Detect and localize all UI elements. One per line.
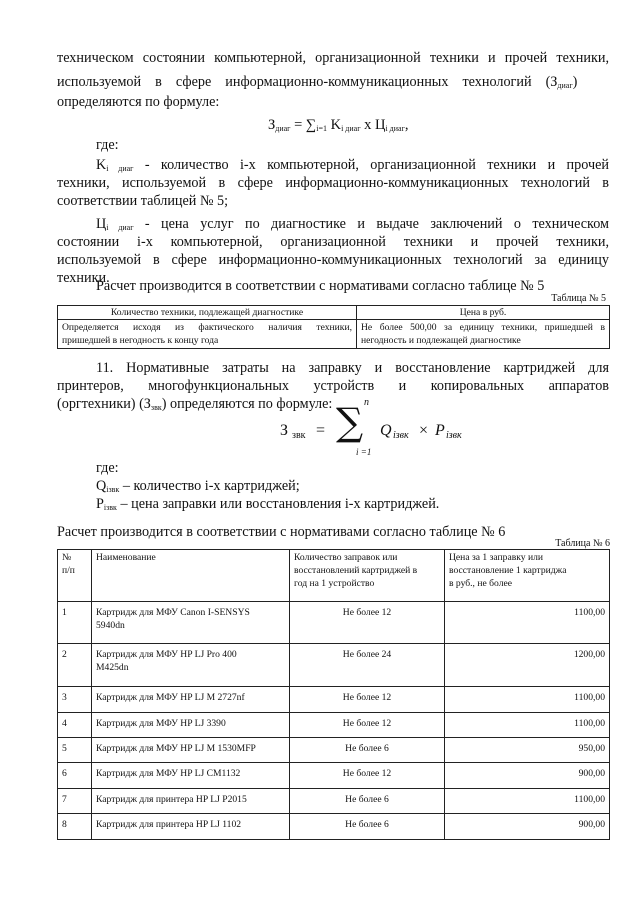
section-line: принтеров, многофункциональных устройств и копировальных аппаратов [57, 378, 609, 394]
table-row [58, 687, 610, 713]
cell-line: 5 [62, 743, 67, 754]
subscript: диаг [557, 81, 573, 90]
text-fragment: (оргтехники) (З [57, 396, 151, 412]
formula-symbol: З [280, 422, 289, 439]
sigma-symbol: ∑ [336, 400, 364, 444]
cell-line: 1200,00 [573, 649, 605, 660]
table-6 [57, 549, 610, 840]
table-cell [290, 602, 445, 644]
cell-line: Количество заправок или [294, 552, 398, 563]
formula-symbol: K [330, 117, 342, 133]
subscript: iзвк [393, 430, 409, 441]
where-label: где: [96, 460, 119, 476]
table-cell [290, 713, 445, 738]
formula-symbol: = [316, 422, 326, 439]
subscript: i диаг [106, 223, 134, 232]
table-cell [290, 814, 445, 840]
text-fragment: используемой в сфере информационно-коммуникационных технологий (З [57, 74, 558, 90]
table-cell [92, 644, 290, 687]
table-row [58, 763, 610, 789]
table-row [58, 602, 610, 644]
text-fragment: - количество i-х компьютерной, организационной техники и прочей [133, 157, 609, 173]
cell-line: Картридж для МФУ Canon I-SENSYS [96, 607, 250, 618]
cell-line: Картридж для принтера HP LJ 1102 [96, 819, 242, 830]
table-cell [58, 644, 92, 687]
table-cell [92, 814, 290, 840]
table-caption: Таблица № 6 [555, 538, 610, 549]
table-row [58, 814, 610, 840]
calc-note: Расчет производится в соответствии с нормативами согласно таблице № 6 [57, 524, 506, 540]
table-row [58, 738, 610, 763]
section-line: 11. Нормативные затраты на заправку и восстановление картриджей для [96, 360, 609, 376]
cell-line: 6 [62, 768, 67, 779]
formula-symbol: Q [380, 422, 392, 439]
table-cell [92, 687, 290, 713]
formula-diag [268, 116, 408, 138]
cell-line: пришедшей в негодность к концу года [62, 335, 219, 346]
cell-line: Не более 500,00 за единицу техники, пришедшей в [361, 322, 605, 333]
table-cell [92, 789, 290, 814]
paragraph-line: определяются по формуле: [57, 94, 220, 110]
cell-line: 1 [62, 607, 67, 618]
cell-line: Не более 6 [345, 819, 389, 830]
definition-line: состоянии i-х компьютерной, организационной техники и прочей техники, [57, 234, 609, 250]
subscript: i диаг [106, 164, 134, 173]
table-cell [92, 713, 290, 738]
definition-line: соответствии таблицей № 5; [57, 193, 229, 209]
cell-line: Картридж для МФУ HP LJ M 1530MFP [96, 743, 256, 754]
definition-symbol: Q [96, 478, 107, 494]
cell-line: в руб., не более [449, 578, 512, 589]
cell-line: 1100,00 [574, 692, 605, 703]
cell-line: Не более 6 [345, 743, 389, 754]
formula-symbol: , [404, 117, 409, 133]
text-fragment: – количество i-х картриджей; [119, 478, 300, 494]
table-cell [92, 763, 290, 789]
table-cell [290, 789, 445, 814]
table-header-row [58, 306, 610, 320]
text-fragment: ) определяются по формуле: [161, 396, 333, 412]
subscript: звк [150, 403, 162, 412]
calc-note: Расчет производится в соответствии с нормативами согласно таблице № 5 [96, 278, 545, 294]
cell-line: 8 [62, 819, 67, 830]
formula-symbol: x [364, 117, 372, 133]
table-cell [290, 763, 445, 789]
cell-line: 950,00 [578, 743, 605, 754]
table-cell [290, 644, 445, 687]
cell-line: год на 1 устройство [294, 578, 375, 589]
subscript: i=1 [316, 124, 327, 133]
table-cell [290, 687, 445, 713]
where-label: где: [96, 137, 119, 153]
section-line [57, 395, 332, 417]
table-cell [58, 763, 92, 789]
table-cell [445, 687, 610, 713]
formula-symbol: i =1 [356, 447, 372, 457]
table-caption: Таблица № 5 [551, 293, 606, 304]
subscript: i диаг [341, 124, 361, 133]
cell-line: Картридж для МФУ HP LJ Pro 400 [96, 649, 237, 660]
cell-line: Картридж для МФУ HP LJ CM1132 [96, 768, 241, 779]
formula-symbol: × [419, 422, 429, 439]
table-cell [92, 602, 290, 644]
cell-line: 2 [62, 649, 67, 660]
formula-symbol: = ∑ [294, 117, 317, 133]
table-row [58, 644, 610, 687]
table-cell [445, 644, 610, 687]
table-header-cell: Цена в руб. [357, 306, 610, 320]
table-cell [290, 738, 445, 763]
cell-line: восстановление 1 картриджа [449, 565, 567, 576]
cell-line: Картридж для МФУ HP LJ 3390 [96, 718, 226, 729]
formula-symbol: n [364, 397, 369, 408]
subscript: диаг [275, 124, 291, 133]
table-header-cell [290, 550, 445, 602]
subscript: i диаг [385, 124, 405, 133]
cell-line: Цена за 1 заправку или [449, 552, 544, 563]
cell-line: 4 [62, 718, 67, 729]
definition-line: техники. [57, 270, 110, 286]
cell-line: Не более 12 [342, 768, 392, 779]
cell-line: 900,00 [578, 768, 605, 779]
formula-symbol: P [435, 422, 445, 439]
cell-line: 1100,00 [574, 794, 605, 805]
table-header-row [58, 550, 610, 602]
cell-line: Определяется исходя из фактического наличия техники, [62, 322, 352, 333]
table-row [58, 789, 610, 814]
table-cell [58, 320, 357, 349]
table-row [58, 713, 610, 738]
subscript: iзвк [103, 503, 117, 512]
cell-line: 1100,00 [574, 607, 605, 618]
table-header-cell [58, 550, 92, 602]
definition-line: техники, используемой в сфере информационно-коммуникационных технологий в [57, 175, 609, 191]
table-cell [58, 814, 92, 840]
paragraph-line [57, 73, 609, 95]
subscript: звк [292, 430, 306, 441]
text-fragment: - цена услуг по диагностике и выдаче заключений о техническом [133, 216, 610, 232]
definition-symbol: Ц [96, 216, 107, 232]
table-cell [58, 713, 92, 738]
paragraph-line: техническом состоянии компьютерной, организационной техники и прочей техники, [57, 50, 609, 66]
table-cell [445, 713, 610, 738]
subscript: iзвк [106, 485, 120, 494]
cell-line: Не более 24 [342, 649, 392, 660]
cell-line: Картридж для принтера HP LJ P2015 [96, 794, 247, 805]
definition-symbol: P [96, 496, 104, 512]
table-cell [445, 763, 610, 789]
table-cell [357, 320, 610, 349]
table-cell [445, 602, 610, 644]
table-cell [58, 789, 92, 814]
cell-line: Не более 6 [345, 794, 389, 805]
text-fragment: ) [572, 74, 578, 90]
formula-symbol: З [268, 117, 276, 133]
table-cell [445, 814, 610, 840]
definition-line [96, 495, 439, 517]
table-row [58, 320, 610, 349]
table-5 [57, 305, 610, 349]
cell-line: M425dn [96, 662, 129, 673]
cell-line: восстановлений картриджей в [294, 565, 418, 576]
cell-line: Не более 12 [342, 718, 392, 729]
cell-line: № [62, 552, 72, 563]
definition-symbol: K [96, 157, 107, 173]
cell-line: 3 [62, 692, 67, 703]
definition-line: используемой в сфере информационно-коммуникационных технологий за единицу [57, 252, 609, 268]
cell-line: 900,00 [578, 819, 605, 830]
table-cell [92, 738, 290, 763]
cell-line: Картридж для МФУ HP LJ M 2727nf [96, 692, 245, 703]
cell-line: Не более 12 [342, 607, 392, 618]
table-header-cell: Наименование [92, 550, 290, 602]
cell-line: Не более 12 [342, 692, 392, 703]
table-header-cell [445, 550, 610, 602]
table-cell [58, 738, 92, 763]
formula-symbol: Ц [374, 117, 386, 133]
table-header-cell: Количество техники, подлежащей диагностике [58, 306, 357, 320]
table-cell [445, 789, 610, 814]
cell-line: негодность и подлежащей диагностике [361, 335, 521, 346]
subscript: iзвк [446, 430, 462, 441]
text-fragment: – цена заправки или восстановления i-х картриджей. [116, 496, 440, 512]
table-cell [58, 602, 92, 644]
cell-line: 5940dn [96, 620, 125, 631]
cell-line: 7 [62, 794, 67, 805]
cell-line: п/п [62, 565, 75, 576]
table-cell [58, 687, 92, 713]
cell-line: 1100,00 [574, 718, 605, 729]
table-cell [445, 738, 610, 763]
